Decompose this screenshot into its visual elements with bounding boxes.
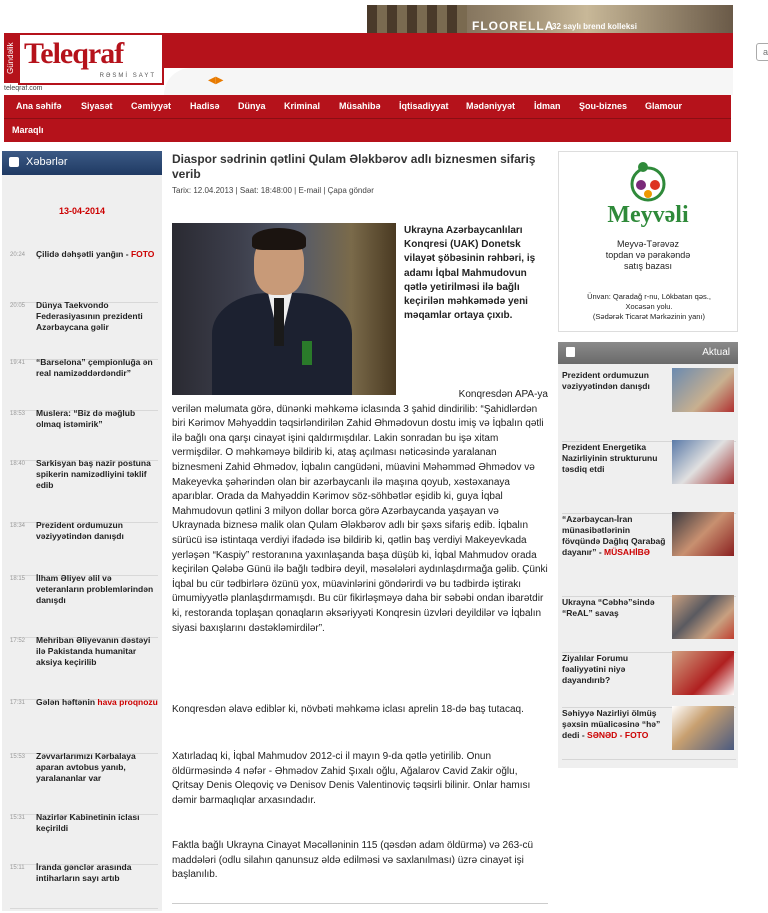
aktual-thumbnail[interactable] — [672, 512, 734, 556]
fruit-logo-icon — [619, 158, 677, 208]
news-item[interactable] — [10, 300, 158, 360]
aktual-headline-text: Ziyalılar Forumu fəaliyyətini niyə dayandırıb? — [562, 653, 629, 685]
ad-brand: Meyvəli — [607, 202, 689, 228]
news-headline[interactable] — [36, 408, 160, 430]
aktual-icon — [566, 347, 575, 357]
news-headline[interactable] — [36, 697, 160, 708]
news-time: 17:31 — [10, 700, 26, 706]
banner-image — [367, 5, 467, 33]
ad-address-1: Ünvan: Qaradağ r-nu, Lökbatan qəs., — [587, 292, 711, 301]
aktual-item[interactable] — [562, 597, 736, 653]
nav-musahibe[interactable]: Müsahibə — [339, 101, 381, 111]
meyveli-ad[interactable] — [558, 151, 738, 332]
site-url: teleqraf.com — [4, 85, 43, 92]
site-header — [4, 33, 733, 95]
banner-tagline: 32 saylı brend kolleksi — [552, 22, 637, 31]
aktual-headline[interactable] — [562, 514, 668, 558]
ticker-arrows-icon[interactable]: ◀▶ — [208, 75, 224, 86]
aktual-thumbnail[interactable] — [672, 595, 734, 639]
news-time: 15:11 — [10, 865, 25, 871]
aktual-headline-text: Prezident Energetika Nazirliyinin strukturunu təsdiq etdi — [562, 442, 658, 474]
nav-idman[interactable]: İdman — [534, 101, 561, 111]
article — [172, 152, 548, 195]
top-banner-ad[interactable] — [367, 5, 733, 33]
news-headline-text: Sarkisyan baş nazir postuna spikerin namizədliyini təklif edib — [36, 458, 151, 490]
nav-iqtisadiyyat[interactable]: İqtisadiyyat — [399, 101, 449, 111]
aktual-header — [558, 342, 738, 364]
sidebar-date: 13-04-2014 — [58, 206, 106, 216]
search-input[interactable] — [756, 43, 768, 61]
news-item[interactable] — [10, 249, 158, 303]
ad-address-3: (Sədərək Ticarət Mərkəzinin yanı) — [592, 312, 706, 321]
ad-line-1: Meyvə-Tərəvəz — [616, 239, 679, 249]
nav-siyaset[interactable]: Siyasət — [81, 101, 113, 111]
ad-address-2: Xocəsən yolu. — [625, 302, 673, 311]
news-item[interactable] — [10, 697, 158, 754]
article-photo — [172, 223, 396, 395]
news-time: 18:53 — [10, 411, 26, 417]
aktual-headline[interactable] — [562, 653, 668, 686]
photo-hair — [252, 228, 306, 250]
vertical-tag: Gündəlik — [4, 33, 18, 83]
aktual-headline-text: “Azərbaycan-İran münasibətlərinin fövqündə Dağlıq Qarabağ dayanır” - — [562, 514, 666, 557]
main-nav — [4, 95, 731, 142]
aktual-headline-text: Prezident ordumuzun vəziyyətindən danışdı — [562, 370, 650, 391]
news-headline-text: Prezident ordumuzun vəziyyətindən danışdı — [36, 520, 124, 541]
nav-kriminal[interactable]: Kriminal — [284, 101, 321, 111]
news-headline[interactable] — [36, 458, 160, 491]
news-headline-text: Nazirlər Kabinetinin iclası keçirildi — [36, 812, 140, 833]
news-headline[interactable] — [36, 300, 160, 333]
photo-tie — [274, 298, 284, 346]
news-item[interactable] — [10, 751, 158, 815]
aktual-headline[interactable] — [562, 597, 668, 619]
article-meta: Tarix: 12.04.2013 | Saat: 18:48:00 | E-mail | Çapa göndər — [172, 186, 374, 195]
header-red-bar — [164, 33, 733, 68]
news-headline-tag: FOTO — [130, 249, 155, 259]
aktual-headline[interactable] — [562, 442, 668, 475]
aktual-item[interactable] — [562, 708, 736, 760]
news-item[interactable] — [10, 408, 158, 461]
news-time: 17:52 — [10, 638, 26, 644]
news-headline[interactable] — [36, 862, 160, 884]
aktual-headline-tag: MÜSAHİBƏ — [604, 547, 650, 557]
nav-hadise[interactable]: Hadisə — [190, 101, 220, 111]
news-headline-text: Mehriban Əliyevanın dəstəyi ilə Pakistanda humanitar aksiya keçirilib — [36, 635, 151, 667]
news-headline-text: Çilidə dəhşətli yanğın - — [36, 249, 131, 259]
aktual-thumbnail[interactable] — [672, 368, 734, 412]
paragraph-1-text: verilən məlumata görə, dünənki məhkəmə iclasında 3 şahid dindirilib: “Şahidlərdən biri Kərimov Məhyəddin təqsirləndirilən Zahid Əhmədovun dostu imiş və İqbalın qətli ilə bağlı ona qarşı cinayət işini qaldırmışdılar. Lakin sonradan bu işə xitam vermişdilər. O məhkəməyə bildirib ki, ataş açılması nəticəsində yaralanan biznesmeni Zahid Əhmədov, İqbalın cangüdəni, müavini Məhəmməd Əhmədov və Makeyevka şəhərindən olan bir azərbaycanlı ilə maşına qoyub, xəstəxanaya aparıblar. Orada da Mahyəddin Kərimov söz-söhbətlər eşidib ki, guya İqbal Mahmudovun qətlini 3 milyon dollar borca görə Azərbaycanda yaşayan və Ukraynada biznesə malik olan Qulam Ələkbərov adlı bir şəxs sifariş edib. İqbalın sürücü isə istintaqa verdiyi ifadədə isə bildirib ki, qətlin baş verdiyi Makeyevkada yerləşən “Kaspiy” restoranına yaxınlaşanda başa düşüb ki, İqbal Mahmudov orada keçirilən Qələbə Günü ilə bağlı tədbirə deyil, məsələləri aydınlaşdırmağa gəlib. Çünki İqbal bu cür tədbirlərə özünü yox, müavinlərini göndərirdi və bu tədbirdə iştirakı ümumiyyətlə planlaşdırmamışdı. Bu cür fikirləşməyə daha bir səbəbi ondan ibarətdir ki, restoranda toplaşan qonaqların əksəriyyəti Konqresin üzvləri deyildilər və İqbalın siyasi baxışlarını dəstəkləmirdilər”. — [172, 403, 548, 634]
news-headline[interactable] — [36, 357, 160, 379]
banner-brand: FLOORELLA — [472, 19, 555, 33]
news-item[interactable] — [10, 862, 158, 909]
aktual-item[interactable] — [562, 442, 736, 514]
aktual-item[interactable] — [562, 653, 736, 708]
nav-divider — [4, 118, 731, 119]
aktual-box — [558, 342, 738, 768]
article-paragraph-4: Faktla bağlı Ukrayna Cinayət Məcəlləninin 115 (qəsdən adam öldürmə) və 263-cü maddələri (odlu silahın qanunsuz əldə edilməsi və saxlanılması) üzrə cinayət işi başlanılıb. — [172, 840, 534, 881]
article-lead: Ukrayna Azərbaycanlıları Konqresi (UAK) Donetsk vilayət şöbəsinin rəhbəri, iş adamı İqbal Mahmudovun qətlə yetirilməsi ilə bağlı keçirilən məhkəmədə yeni məqamlar ortaya çıxıb. — [404, 225, 536, 322]
news-item[interactable] — [10, 357, 158, 411]
paragraph-1-start: Konqresdən APA-ya — [458, 389, 548, 400]
article-divider — [172, 903, 548, 904]
ad-line-2: topdan və pərakəndə — [605, 250, 691, 260]
news-item[interactable] — [10, 573, 158, 638]
aktual-headline[interactable] — [562, 708, 668, 741]
news-headline[interactable] — [36, 812, 160, 834]
news-time: 15:31 — [10, 815, 26, 821]
nav-maraqli[interactable]: Maraqlı — [12, 125, 44, 135]
aktual-title: Aktual — [702, 347, 730, 358]
aktual-headline-tag: SƏNƏD - FOTO — [587, 730, 649, 740]
news-headline[interactable] — [36, 249, 160, 260]
article-paragraph-1 — [172, 388, 548, 636]
article-paragraph-2: Konqresdən əlavə ediblər ki, növbəti məhkəmə iclası aprelin 18-də baş tutacaq. — [172, 704, 524, 715]
news-time: 20:05 — [10, 303, 26, 309]
news-time: 18:34 — [10, 523, 26, 529]
news-headline[interactable] — [36, 635, 160, 668]
news-item[interactable] — [10, 812, 158, 865]
aktual-headline[interactable] — [562, 370, 668, 392]
sidebar-header — [2, 151, 162, 175]
news-time: 18:15 — [10, 576, 26, 582]
news-sidebar — [2, 151, 162, 911]
nav-cemiyyet[interactable]: Cəmiyyət — [131, 101, 172, 111]
news-time: 20:24 — [10, 252, 26, 258]
news-time: 18:40 — [10, 461, 26, 467]
ad-address — [563, 292, 735, 322]
aktual-thumbnail[interactable] — [672, 440, 734, 484]
aktual-thumbnail[interactable] — [672, 651, 734, 695]
news-item[interactable] — [10, 635, 158, 700]
news-headline-text: Dünya Taekvondo Federasiyasının prezidenti Azərbaycana gəlir — [36, 300, 143, 332]
news-headline[interactable] — [36, 520, 160, 542]
logo-text: Teleqraf — [24, 37, 124, 70]
nav-sou-biznes[interactable]: Şou-biznes — [579, 101, 628, 111]
nav-ana-sehife[interactable]: Ana səhifə — [16, 101, 62, 111]
aktual-headline-text: Ukrayna “Cəbhə”sində “ReAL” savaş — [562, 597, 655, 618]
news-item[interactable] — [10, 520, 158, 576]
aktual-thumbnail[interactable] — [672, 706, 734, 750]
photo-medal — [302, 341, 312, 365]
news-time: 15:53 — [10, 754, 26, 760]
news-headline-text: Gələn həftənin — [36, 697, 98, 707]
aktual-item[interactable] — [562, 370, 736, 442]
article-paragraph-3: Xatırladaq ki, İqbal Mahmudov 2012-ci il mayın 9-da qətlə yetirilib. Onun öldürməsində 4 nəfər - Əhmədov Zahid Şıxalı oğlu, Ağalarov Cavid Zakir oğlu, Qritsay Denis Oleqoviç və Denisov Denis Valentinoviç təqsirli bilinir. Onlar hamısı dəmir barmaqlıqlar arxasındadır. — [172, 751, 531, 806]
site-logo[interactable] — [18, 33, 164, 85]
news-icon — [9, 157, 19, 167]
news-headline-text: İranda gənclər arasında intiharların sayı artıb — [36, 862, 132, 883]
news-headline-text: “Barselona” çempionluğa ən real namizəddərdəndir” — [36, 357, 153, 378]
header-sub-bar — [164, 68, 733, 95]
aktual-headline-text: Səhiyyə Nazirliyi ölmüş şəxsin müalicəsinə “hə” dedi - — [562, 708, 661, 740]
nav-medeniyyet[interactable]: Mədəniyyət — [466, 101, 516, 111]
news-headline-text: Zəvvarlarımızı Kərbalaya aparan avtobus yanıb, yaralananlar var — [36, 751, 136, 783]
article-title: Diaspor sədrinin qətlini Qulam Ələkbərov adlı biznesmen sifariş verib — [172, 152, 536, 181]
logo-subtitle: RƏSMİ SAYT — [99, 73, 156, 79]
news-headline[interactable] — [36, 573, 160, 606]
news-headline-text: İlham Əliyev əlil və veteranların problemlərindən danışdı — [36, 573, 154, 605]
nav-dunya[interactable]: Dünya — [238, 101, 266, 111]
sidebar-title: Xəbərlər — [26, 156, 68, 168]
ad-line-3: satış bazası — [623, 261, 673, 271]
news-headline-tag: hava proqnozu — [97, 697, 158, 707]
ad-lines — [559, 239, 737, 272]
news-headline[interactable] — [36, 751, 160, 784]
aktual-item[interactable] — [562, 514, 736, 597]
news-headline-text: Muslera: “Biz də məğlub olmaq istəmirik” — [36, 408, 136, 429]
news-time: 19:41 — [10, 360, 26, 366]
news-item[interactable] — [10, 458, 158, 523]
nav-glamour[interactable]: Glamour — [645, 101, 683, 111]
